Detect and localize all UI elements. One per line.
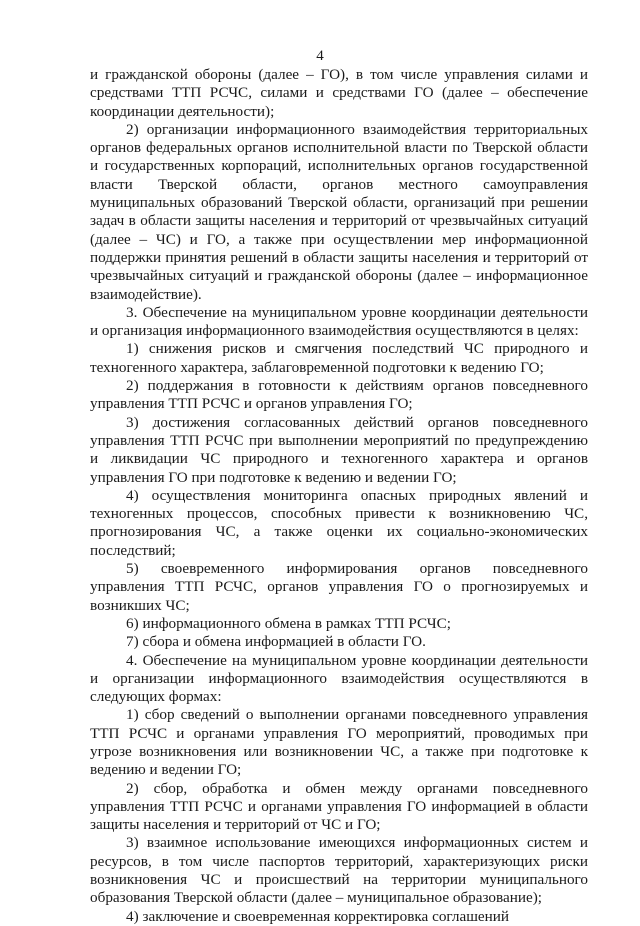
paragraph-goal-7: 7) сбора и обмена информацией в области ГО. <box>126 633 426 651</box>
paragraph-form-2: 2) сбор, обработка и обмен между органами повседневного управления ТТП РСЧС и органами управления ГО информацией в области защиты населения и территорий от ЧС и ГО; <box>90 779 588 834</box>
paragraph-continuation: и гражданской обороны (далее – ГО), в том числе управления силами и средствами ТТП РСЧС, силами и средствами ГО (далее – обеспечение координации деятельности); <box>90 66 588 120</box>
paragraph-goal-6: 6) информационного обмена в рамках ТТП РСЧС; <box>126 614 451 632</box>
paragraph-goal-3: 3) достижения согласованных действий органов повседневного управления ТТП РСЧС при выполнении мероприятий по предупреждению и ликвидации ЧС природного и техногенного характера и органов управления ГО при подготовке к ведению и ведении ГО; <box>90 413 588 486</box>
page-number: 4 <box>316 48 324 64</box>
paragraph-form-3: 3) взаимное использование имеющихся информационных систем и ресурсов, в том числе паспортов территорий, характеризующих риски возникновения ЧС и происшествий на территории муниципального образования Тверской области (далее – муниципальное образование); <box>90 834 588 907</box>
paragraph-form-1: 1) сбор сведений о выполнении органами повседневного управления ТТП РСЧС и органами управления ГО мероприятий, проводимых при угрозе возникновения или возникновении ЧС, а также при подготовке к ведению и ведении ГО; <box>90 706 588 779</box>
paragraph-form-4: 4) заключение и своевременная корректировка соглашений <box>126 907 510 925</box>
paragraph-item-2-information-interaction: 2) организации информационного взаимодействия территориальных органов федеральных органов исполнительной власти по Тверской области и государственных корпораций, исполнительных органов государственной власти Тверской области, органов местного самоуправления муниципальных образований Тверской области, организаций при решении задач в области защиты населения и территорий от чрезвычайных ситуаций (далее – ЧС) и ГО, а также при осуществлении мер информационной поддержки принятия решений в области защиты населения и территорий от чрезвычайных ситуаций и гражданской обороны (далее – информационное взаимодействие). <box>90 120 588 303</box>
paragraph-goal-4: 4) осуществления мониторинга опасных природных явлений и техногенных процессов, способных привести к возникновению ЧС, прогнозирования ЧС, а также оценки их социально-экономических последствий; <box>90 486 588 559</box>
document-body <box>90 66 588 926</box>
paragraph-section-3: 3. Обеспечение на муниципальном уровне координации деятельности и организация информационного взаимодействия осуществляются в целях: <box>90 303 588 340</box>
paragraph-section-4: 4. Обеспечение на муниципальном уровне координации деятельности и организации информационного взаимодействия осуществляются в следующих формах: <box>90 651 588 706</box>
paragraph-goal-2: 2) поддержания в готовности к действиям органов повседневного управления ТТП РСЧС и органов управления ГО; <box>90 377 588 413</box>
paragraph-goal-5: 5) своевременного информирования органов повседневного управления ТТП РСЧС, органов управления ГО о прогнозируемых и возникших ЧС; <box>90 560 588 614</box>
paragraph-goal-1: 1) снижения рисков и смягчения последствий ЧС природного и техногенного характера, заблаговременной подготовки к ведению ГО; <box>90 340 588 376</box>
